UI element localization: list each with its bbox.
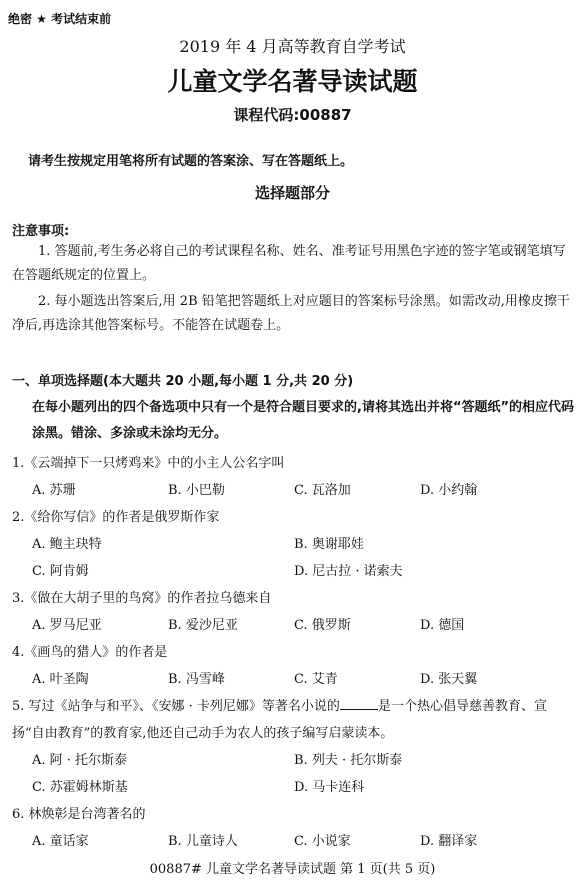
- part1-instruction: 在每小题列出的四个备选项中只有一个是符合题目要求的,请将其选出并将“答题纸”的相应代码涂黑。错涂、多涂或未涂均无分。: [32, 400, 575, 441]
- notes-heading: 注意事项:: [12, 224, 70, 239]
- question-4-stem: 4.《画鸟的猎人》的作者是: [12, 645, 168, 660]
- question-3-option-c: C. 俄罗斯: [294, 618, 351, 633]
- question-3-option-a: A. 罗马尼亚: [32, 618, 102, 633]
- question-6-option-a: A. 童话家: [32, 834, 89, 849]
- question-2-stem: 2.《给你写信》的作者是俄罗斯作家: [12, 510, 220, 525]
- question-1-option-a: A. 苏珊: [32, 483, 76, 498]
- question-6-option-d: D. 翻译家: [420, 834, 478, 849]
- question-1-stem: 1.《云端掉下一只烤鸡来》中的小主人公名字叫: [12, 456, 285, 471]
- question-3-option-d: D. 德国: [420, 618, 465, 633]
- question-5-option-d: D. 马卡连科: [294, 780, 365, 795]
- question-5-stem-line-1: [12, 695, 547, 714]
- course-code: 课程代码:00887: [233, 106, 352, 124]
- question-5-stem-line-2: 扬“自由教育”的教育家,他还自己动手为农人的孩子编写启蒙读本。: [12, 726, 394, 741]
- page-footer: 00887# 儿童文学名著导读试题 第 1 页(共 5 页): [149, 862, 436, 877]
- question-6-option-b: B. 儿童诗人: [168, 834, 238, 849]
- note-item-2: 2. 每小题选出答案后,用 2B 铅笔把答题纸上对应题目的答案标号涂黑。如需改动,用橡皮擦干净后,再选涂其他答案标号。不能答在试题卷上。: [12, 294, 570, 333]
- question-5-option-c: C. 苏霍姆林斯基: [32, 780, 128, 795]
- note-item-1: 1. 答题前,考生务必将自己的考试课程名称、姓名、准考证号用黑色字迹的签字笔或钢笔填写在答题纸规定的位置上。: [12, 244, 566, 283]
- question-4-option-d: D. 张天翼: [420, 672, 478, 687]
- question-6-option-c: C. 小说家: [294, 834, 351, 849]
- exam-line: 2019 年 4 月高等教育自学考试: [179, 37, 406, 56]
- question-3-option-b: B. 爱沙尼亚: [168, 618, 238, 633]
- question-4-option-c: C. 艾青: [294, 672, 338, 687]
- secret-mark: 绝密 ★ 考试结束前: [8, 12, 112, 26]
- answer-instruction: 请考生按规定用笔将所有试题的答案涂、写在答题纸上。: [28, 154, 354, 169]
- question-5-stem-a: 5. 写过《站争与和平》、《安娜 · 卡列尼娜》等著名小说的: [12, 699, 340, 714]
- question-6-stem: 6. 林焕彰是台湾著名的: [12, 807, 146, 822]
- question-1-option-b: B. 小巴勒: [168, 483, 225, 498]
- question-5-option-a: A. 阿 · 托尔斯泰: [32, 753, 128, 768]
- page-title: 儿童文学名著导读试题: [167, 67, 418, 96]
- section-title: 选择题部分: [254, 184, 330, 202]
- question-2-option-b: B. 奥谢耶娃: [294, 537, 364, 552]
- question-5-option-b: B. 列夫 · 托尔斯泰: [294, 753, 403, 768]
- question-2-option-c: C. 阿肯姆: [32, 564, 89, 579]
- question-1-option-c: C. 瓦洛加: [294, 483, 351, 498]
- question-4-option-b: B. 冯雪峰: [168, 672, 225, 687]
- question-2-option-a: A. 鲍主玦特: [32, 537, 102, 552]
- question-2-option-d: D. 尼古拉 · 诺索夫: [294, 564, 403, 579]
- question-4-option-a: A. 叶圣陶: [32, 672, 89, 687]
- part1-heading: 一、单项选择题(本大题共 20 小题,每小题 1 分,共 20 分): [12, 374, 354, 389]
- question-5-stem-b: 是一个热心倡导慈善教育、宣: [377, 699, 547, 714]
- answer-blank: [340, 697, 378, 710]
- question-3-stem: 3.《做在大胡子里的鸟窝》的作者拉乌德来自: [12, 591, 272, 606]
- question-1-option-d: D. 小约翰: [420, 483, 478, 498]
